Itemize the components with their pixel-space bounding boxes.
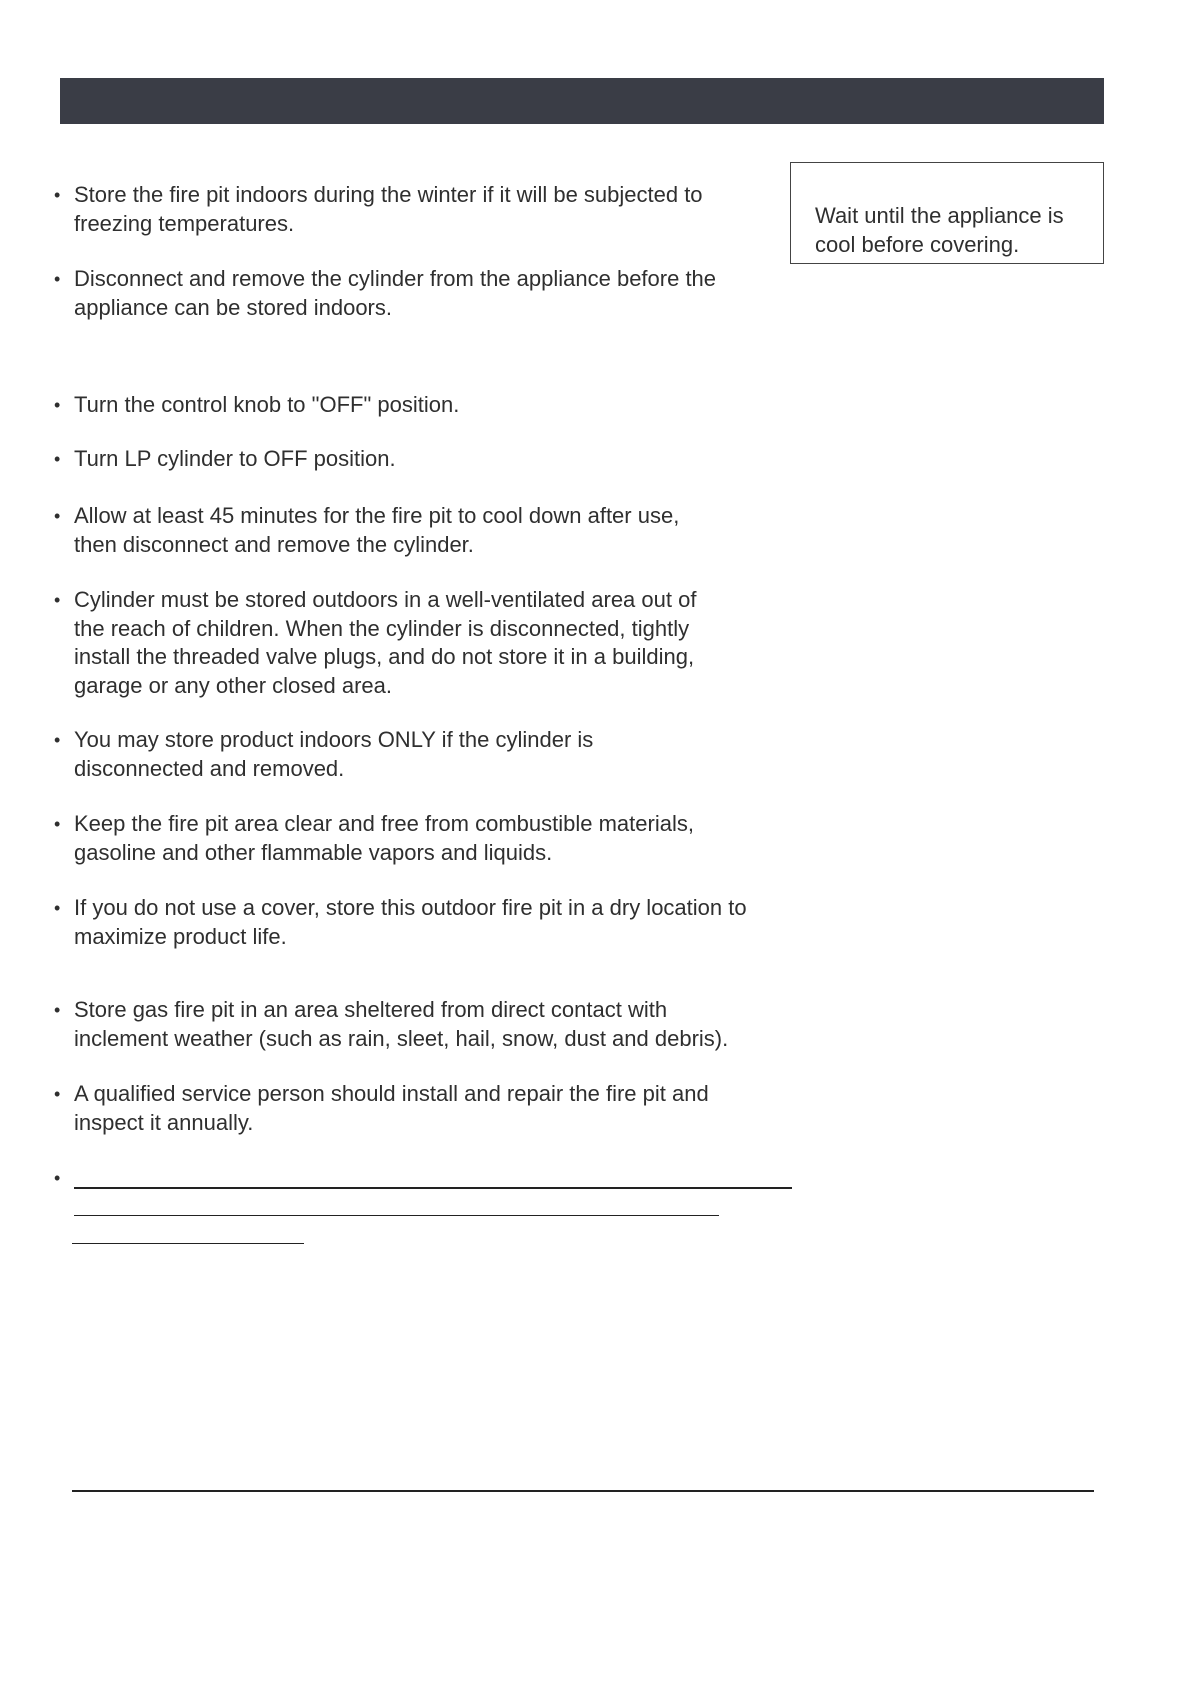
list-item-text: If you do not use a cover, store this outdoor fire pit in a dry location to bbox=[74, 895, 747, 920]
list-item-text: Turn the control knob to "OFF" position. bbox=[74, 392, 460, 417]
list-item-text: Disconnect and remove the cylinder from the appliance before the bbox=[74, 266, 717, 291]
bullet-dot-icon: • bbox=[54, 395, 61, 415]
bullet-dot-icon: • bbox=[54, 814, 61, 834]
list-item-text: Keep the fire pit area clear and free from combustible materials, bbox=[74, 811, 694, 836]
caution-note-line: Wait until the appliance is bbox=[815, 203, 1064, 228]
footer-divider bbox=[72, 1490, 1094, 1492]
list-item bbox=[54, 502, 680, 559]
bullet-dot-icon: • bbox=[54, 269, 61, 289]
list-item bbox=[54, 996, 729, 1053]
bullet-dot-icon: • bbox=[54, 1000, 61, 1020]
list-item-text: maximize product life. bbox=[74, 923, 287, 949]
list-item bbox=[54, 391, 460, 420]
bullet-dot-icon: • bbox=[54, 730, 61, 750]
list-item bbox=[54, 810, 694, 867]
list-item bbox=[54, 894, 747, 951]
redacted-line bbox=[72, 1243, 304, 1244]
bullet-dot-icon: • bbox=[54, 185, 61, 205]
list-item bbox=[54, 1080, 709, 1137]
bullet-dot-icon: • bbox=[54, 1084, 61, 1104]
list-item-text: install the threaded valve plugs, and do not store it in a building, bbox=[74, 644, 695, 669]
bullet-dot-icon: • bbox=[54, 449, 61, 469]
list-item-text: Store the fire pit indoors during the winter if it will be subjected to bbox=[74, 182, 703, 207]
list-item bbox=[54, 586, 697, 700]
redacted-line bbox=[74, 1215, 719, 1216]
list-item-text: disconnected and removed. bbox=[74, 755, 345, 781]
bullet-dot-icon: • bbox=[54, 506, 61, 526]
list-item-text: You may store product indoors ONLY if the cylinder is bbox=[74, 727, 594, 752]
redacted-line bbox=[74, 1187, 792, 1189]
caution-note-box bbox=[790, 162, 1104, 264]
list-item-text: garage or any other closed area. bbox=[74, 672, 392, 698]
list-item-text: inclement weather (such as rain, sleet, hail, snow, dust and debris). bbox=[74, 1025, 729, 1051]
list-item-text: inspect it annually. bbox=[74, 1109, 254, 1135]
list-item-text: Turn LP cylinder to OFF position. bbox=[74, 446, 396, 471]
caution-note-line: cool before covering. bbox=[815, 232, 1020, 257]
list-item bbox=[54, 726, 594, 783]
list-item-text: A qualified service person should install and repair the fire pit and bbox=[74, 1081, 709, 1106]
list-item-text: Allow at least 45 minutes for the fire pit to cool down after use, bbox=[74, 503, 680, 528]
bullet-dot-icon: • bbox=[54, 1168, 61, 1188]
bullet-dot-icon: • bbox=[54, 590, 61, 610]
caution-note-text bbox=[815, 201, 1064, 259]
list-item-text: freezing temperatures. bbox=[74, 210, 295, 236]
list-item-text: the reach of children. When the cylinder is disconnected, tightly bbox=[74, 615, 690, 641]
list-item bbox=[54, 445, 396, 474]
list-item-text: then disconnect and remove the cylinder. bbox=[74, 531, 474, 557]
list-item bbox=[54, 265, 717, 322]
list-item-text: Cylinder must be stored outdoors in a well-ventilated area out of bbox=[74, 587, 697, 612]
list-item-text: Store gas fire pit in an area sheltered from direct contact with bbox=[74, 997, 668, 1022]
list-item-text: gasoline and other flammable vapors and liquids. bbox=[74, 839, 553, 865]
section-header-bar bbox=[60, 78, 1104, 124]
list-item bbox=[54, 181, 703, 238]
bullet-dot-icon: • bbox=[54, 898, 61, 918]
list-item-text: appliance can be stored indoors. bbox=[74, 294, 392, 320]
